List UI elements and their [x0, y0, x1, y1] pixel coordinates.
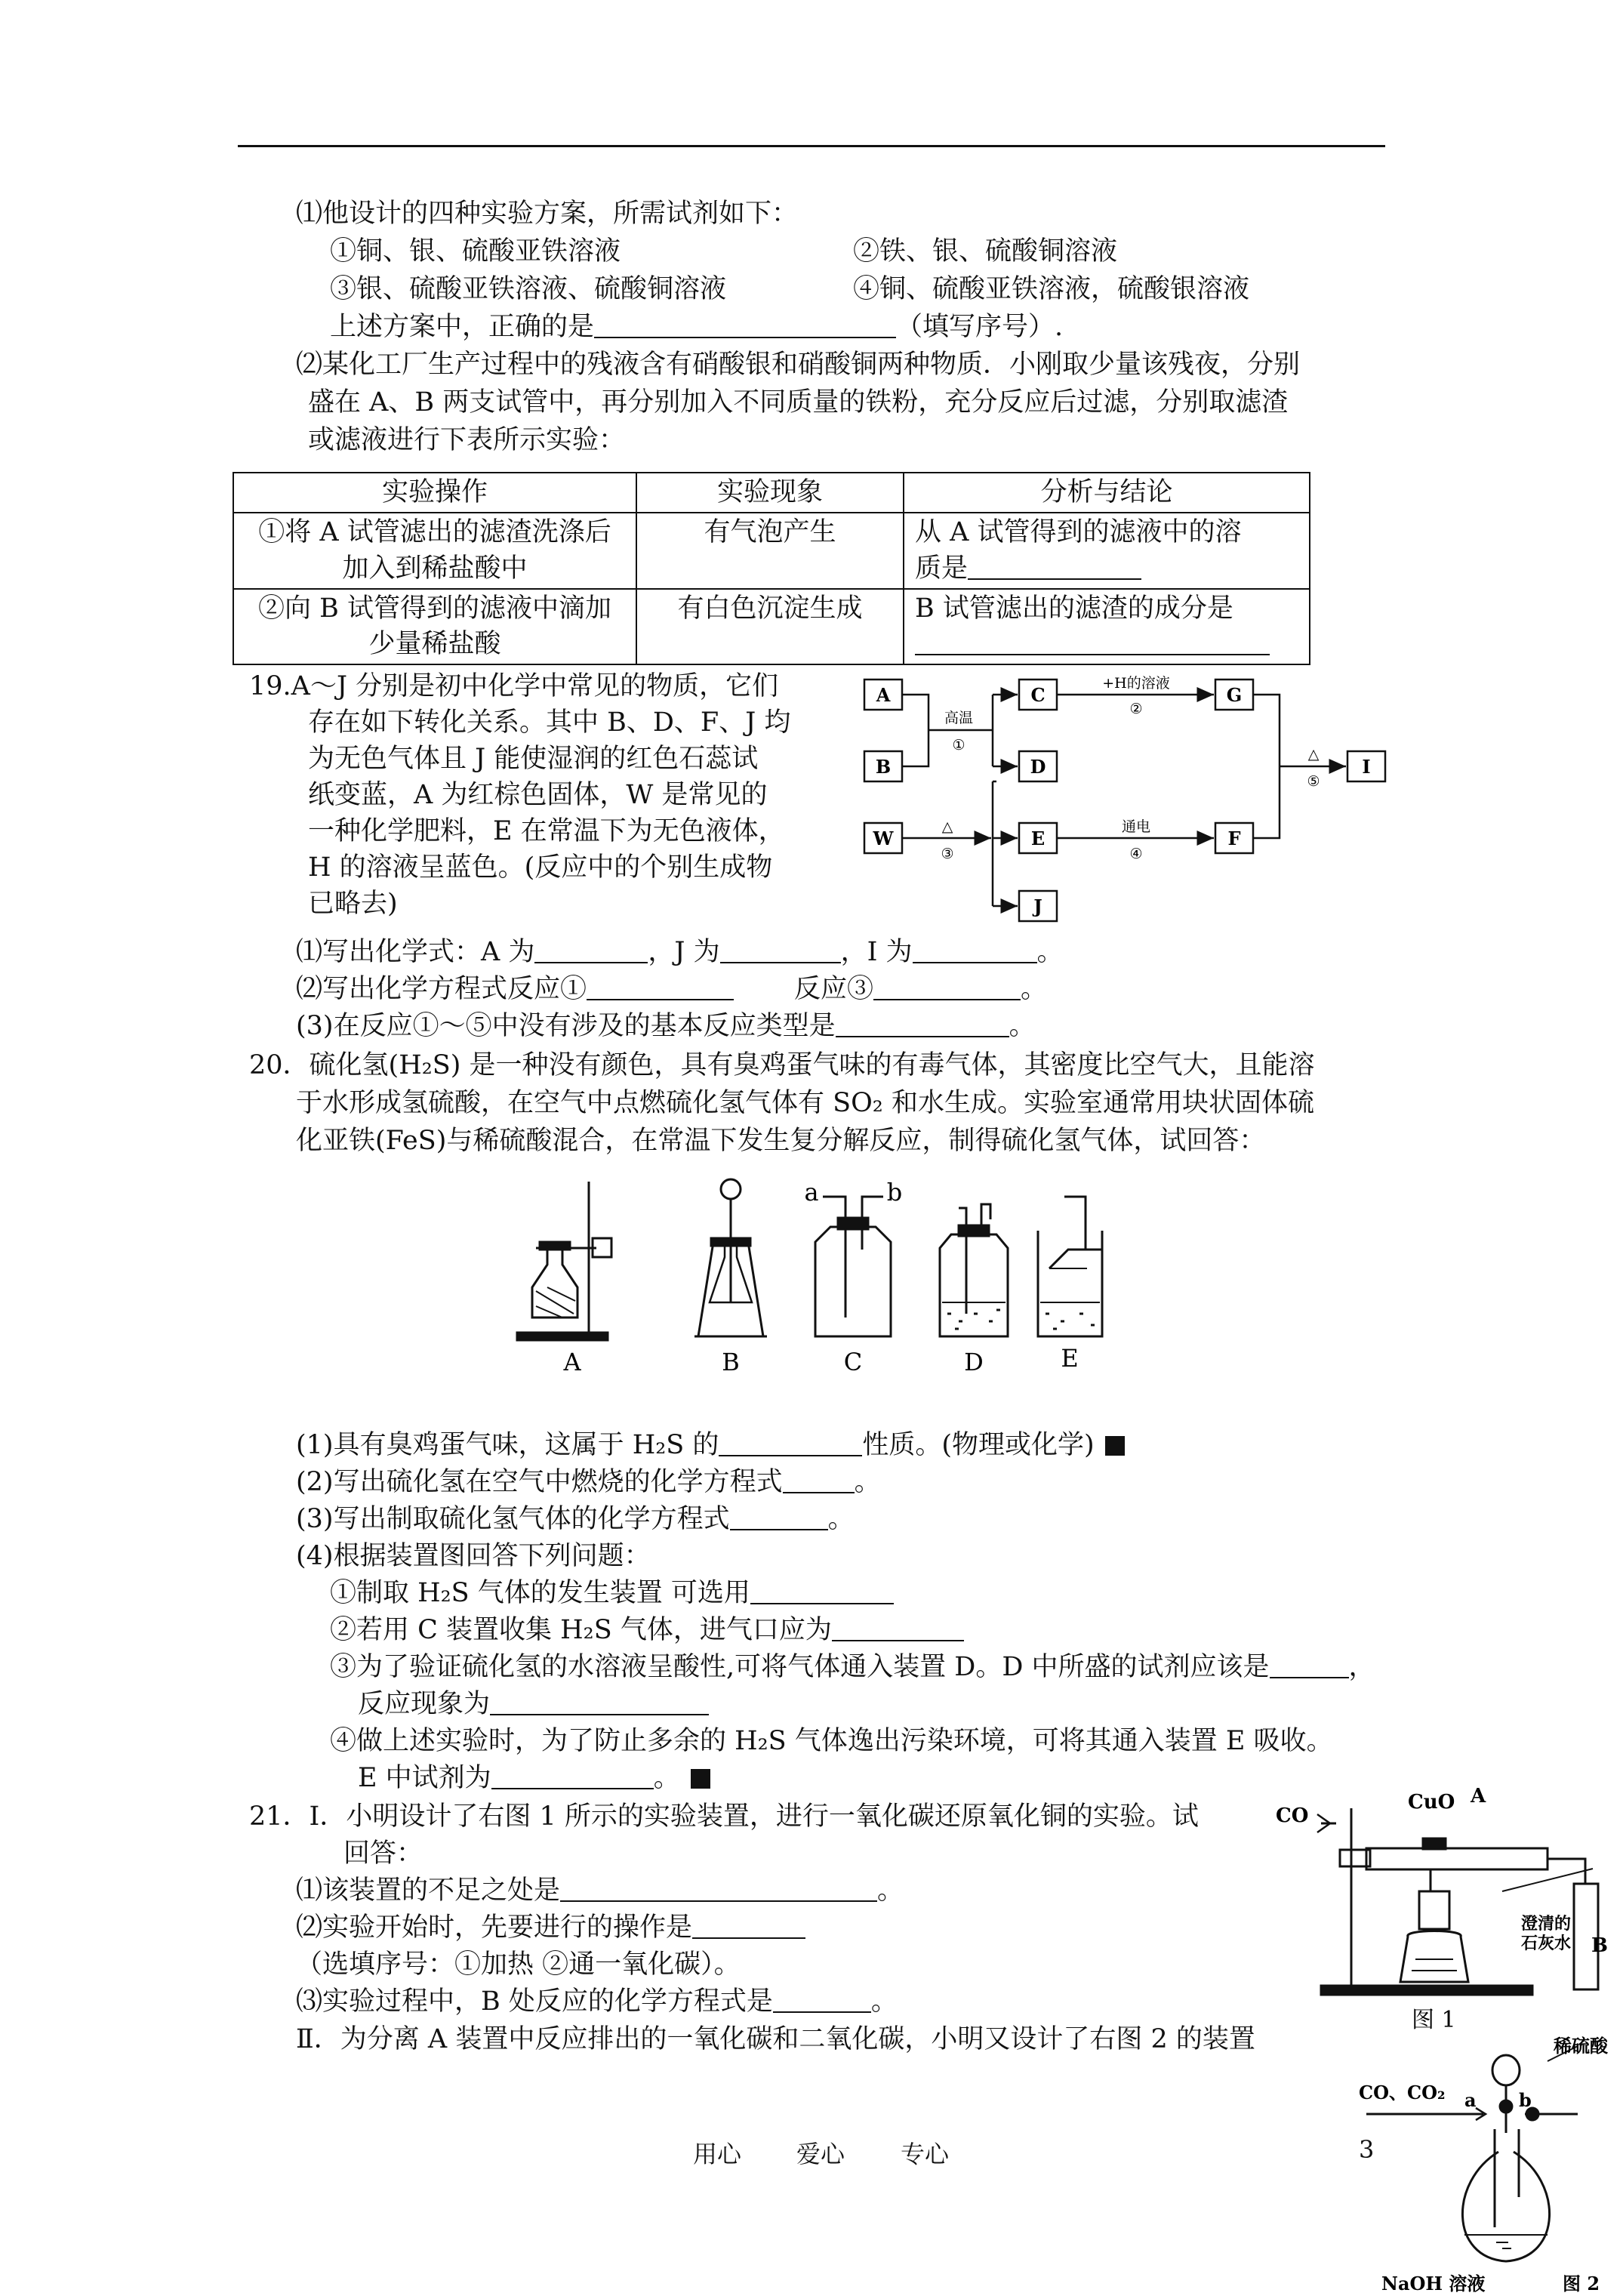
q19-line: 19.A～J 分别是初中化学中常见的物质，它们 — [249, 671, 779, 701]
fig1-b-label: B — [1591, 1934, 1608, 1957]
q19-line: 存在如下转化关系。其中 B、D、F、J 均 — [308, 707, 791, 738]
fig1-limewater-2: 石灰水 — [1521, 1934, 1572, 1953]
q19-sub2-a: ⑵写出化学方程式反应① — [296, 974, 587, 1004]
q18-p2-line3: 或滤液进行下表所示实验： — [308, 425, 626, 455]
q20-s4-2 — [330, 1614, 964, 1647]
q18-correct-post: （填写序号）. — [896, 312, 1064, 342]
q18-correct-line — [330, 311, 1063, 344]
row1-op2: 加入到稀盐酸中 — [342, 553, 528, 584]
node-g: G — [1226, 684, 1243, 706]
q20-s4-3 — [330, 1651, 1375, 1684]
q20-blank-s4-4b[interactable] — [491, 1765, 654, 1789]
q19-blank-type[interactable] — [836, 1013, 1009, 1037]
q19-sub1-j: ，J 为 — [648, 937, 720, 967]
fig1-cuo-label: CuO — [1408, 1791, 1455, 1814]
row1-concl2: 质是 — [915, 553, 969, 584]
q21-blank-s2[interactable] — [692, 1915, 805, 1939]
label-delta5: △ — [1307, 746, 1320, 763]
q20-s3-text: (3)写出制取硫化氢气体的化学方程式 — [296, 1504, 730, 1534]
fig1-limewater-1: 澄清的 — [1521, 1914, 1572, 1934]
q19-sub3-end: 。 — [1009, 1011, 1036, 1041]
q20-s4-4b-end: 。 — [653, 1763, 680, 1793]
table-header: 分析与结论 — [904, 473, 1310, 513]
q21-s2 — [296, 1912, 805, 1945]
table-header: 实验现象 — [636, 473, 904, 513]
fig2-a-label: a — [1464, 2089, 1477, 2111]
q19-line: 为无色气体且 J 能使湿润的红色石蕊试 — [308, 744, 759, 774]
table-header: 实验操作 — [233, 473, 636, 513]
tube-label-b: b — [886, 1178, 903, 1207]
row2-answer-blank[interactable] — [915, 631, 1270, 655]
q21-line2: 回答： — [343, 1838, 423, 1869]
q20-s3 — [296, 1503, 855, 1536]
q21-s3-text: ⑶实验过程中，B 处反应的化学方程式是 — [296, 1986, 773, 2017]
fig1-a-label: A — [1471, 1785, 1486, 1808]
apparatus-label-d: D — [964, 1348, 984, 1376]
label-r1: ① — [952, 737, 965, 754]
square-mark — [1105, 1436, 1125, 1456]
apparatus-figure — [506, 1166, 1110, 1385]
node-d: D — [1030, 756, 1046, 778]
q20-blank-s3[interactable] — [730, 1506, 828, 1530]
table-row — [233, 589, 1310, 665]
q19-sub1-end: 。 — [1036, 937, 1064, 967]
label-r5: ⑤ — [1307, 773, 1320, 790]
apparatus-b — [694, 1179, 767, 1336]
label-gaowen: 高温 — [944, 710, 974, 726]
conversion-diagram — [857, 668, 1400, 932]
node-c: C — [1030, 684, 1046, 706]
table-row — [233, 513, 1310, 589]
q20-s1 — [296, 1429, 1125, 1462]
square-mark — [691, 1769, 710, 1789]
q19-blank-r1[interactable] — [587, 976, 734, 1000]
apparatus-a — [517, 1182, 611, 1340]
row1-answer-blank[interactable] — [968, 556, 1141, 580]
q18-p2-line2: 盛在 A、B 两支试管中，再分别加入不同质量的铁粉，充分反应后过滤，分别取滤渣 — [308, 387, 1289, 418]
apparatus-d — [940, 1204, 1008, 1336]
q21-s1-text: ⑴该装置的不足之处是 — [296, 1875, 561, 1906]
row1-op1: ①将 A 试管滤出的滤渣洗涤后 — [258, 517, 611, 548]
q21-s1-end: 。 — [877, 1875, 904, 1906]
row1-concl1: 从 A 试管得到的滤液中的溶 — [915, 517, 1242, 548]
fig2-gas-label: CO、CO₂ — [1359, 2082, 1446, 2103]
q20-s4: (4)根据装置图回答下列问题： — [296, 1541, 651, 1571]
q18-option-2: ②铁、银、硫酸铜溶液 — [853, 236, 1118, 267]
q19-blank-r3[interactable] — [873, 976, 1021, 1000]
q21-s3-end: 。 — [870, 1986, 898, 2017]
q20-s2 — [296, 1466, 881, 1499]
apparatus-label-b: B — [722, 1348, 740, 1376]
fig1-caption: 图 1 — [1412, 2007, 1456, 2033]
footer-word-1: 用心 — [693, 2140, 742, 2168]
node-a: A — [876, 684, 891, 706]
q20-s1-end: 性质。(物理或化学) — [862, 1430, 1095, 1460]
q20-s4-4: ④做上述实验时，为了防止多余的 H₂S 气体逸出污染环境，可将其通入装置 E 吸收。 — [330, 1726, 1333, 1756]
row2-op2: 少量稀盐酸 — [368, 629, 501, 659]
q19-line: 纸变蓝，A 为红棕色固体，W 是常见的 — [308, 780, 768, 810]
fig2-b-label: b — [1519, 2089, 1532, 2111]
q19-line: 一种化学肥料，E 在常温下为无色液体， — [308, 816, 785, 846]
fig1-co-label: CO — [1276, 1804, 1309, 1827]
table-header-row — [233, 473, 1310, 513]
row2-op1: ②向 B 试管得到的滤液中滴加 — [258, 593, 611, 624]
apparatus-label-e: E — [1061, 1344, 1079, 1373]
q21-s3 — [296, 1986, 898, 2019]
apparatus-e — [1038, 1197, 1102, 1336]
table-cell-phenomenon: 有白色沉淀生成 — [636, 589, 904, 665]
q20-line1: 20．硫化氢(H₂S) 是一种没有颜色，具有臭鸡蛋气味的有毒气体，其密度比空气大，且能溶 — [249, 1050, 1315, 1080]
q19-sub3 — [296, 1010, 1036, 1043]
q20-s2-text: (2)写出硫化氢在空气中燃烧的化学方程式 — [296, 1467, 783, 1497]
q19-sub1-i: ，I 为 — [840, 937, 913, 967]
label-r4: ④ — [1129, 846, 1143, 862]
q19-sub2 — [296, 973, 1047, 1006]
q19-sub3-text: (3)在反应①～⑤中没有涉及的基本反应类型是 — [296, 1011, 836, 1041]
header-rule — [238, 145, 1385, 147]
table-cell-operation — [233, 589, 636, 665]
fig2-acid-label: 稀硫酸 — [1554, 2035, 1608, 2057]
q20-s4-3b — [358, 1688, 709, 1721]
apparatus-label-c: C — [843, 1348, 863, 1376]
node-i: I — [1362, 756, 1371, 778]
label-delta3: △ — [941, 818, 953, 835]
q18-option-3: ③银、硫酸亚铁溶液、硫酸铜溶液 — [330, 274, 727, 304]
q20-s4-3-text: ③为了验证硫化氢的水溶液呈酸性,可将气体通入装置 D。D 中所盛的试剂应该是 — [330, 1652, 1270, 1682]
row2-concl1: B 试管滤出的滤渣的成分是 — [915, 593, 1233, 624]
q21-s4: Ⅱ．为分离 A 装置中反应排出的一氧化碳和二氧化碳，小明又设计了右图 2 的装置 — [296, 2024, 1255, 2054]
q18-option-1: ①铜、银、硫酸亚铁溶液 — [330, 236, 621, 267]
q19-blank-a[interactable] — [534, 939, 648, 963]
apparatus-c — [815, 1197, 891, 1336]
q20-s4-3-end: ， — [1348, 1652, 1375, 1682]
q20-s4-1-text: ①制取 H₂S 气体的发生装置 可选用 — [330, 1578, 750, 1608]
node-f: F — [1227, 827, 1241, 849]
q20-s4-4b-text: E 中试剂为 — [358, 1763, 491, 1793]
q19-sub2-end: 。 — [1021, 974, 1048, 1004]
q20-s1-text: (1)具有臭鸡蛋气味，这属于 H₂S 的 — [296, 1430, 719, 1460]
q21-s2-text: ⑵实验开始时，先要进行的操作是 — [296, 1912, 693, 1943]
q21-blank-s3[interactable] — [773, 1989, 871, 2013]
q20-s3-end: 。 — [827, 1504, 855, 1534]
table-cell-operation — [233, 513, 636, 589]
fig2-naoh-label: NaOH 溶液 — [1381, 2273, 1486, 2294]
experiment-table — [233, 472, 1310, 665]
q20-blank-s4-3[interactable] — [1270, 1654, 1349, 1678]
q20-blank-s2[interactable] — [783, 1469, 855, 1493]
q18-p1-intro: ⑴他设计的四种实验方案，所需试剂如下： — [296, 199, 799, 229]
q18-answer-blank[interactable] — [594, 314, 896, 338]
node-w: W — [873, 827, 894, 849]
label-r2: ② — [1129, 701, 1143, 717]
q21-s2b: （选填序号：①加热 ②通一氧化碳）。 — [296, 1949, 741, 1980]
q19-blank-j[interactable] — [720, 939, 841, 963]
q19-blank-i[interactable] — [913, 939, 1037, 963]
label-r3: ③ — [941, 846, 954, 862]
tube-label-a: a — [804, 1178, 819, 1207]
q18-p2-line1: ⑵某化工厂生产过程中的残液含有硝酸银和硝酸铜两种物质．小刚取少量该残夜，分别 — [296, 350, 1301, 380]
q18-option-4: ④铜、硫酸亚铁溶液，硫酸银溶液 — [853, 274, 1250, 304]
q21-blank-s1[interactable] — [560, 1878, 877, 1902]
q21-s1 — [296, 1875, 904, 1908]
figure-2-separation-apparatus — [1351, 2031, 1623, 2296]
page-number: 3 — [1359, 2135, 1375, 2164]
figure-1-co-apparatus — [1276, 1778, 1619, 2035]
q19-line: H 的溶液呈蓝色。(反应中的个别生成物 — [308, 852, 773, 883]
q20-s2-end: 。 — [854, 1467, 881, 1497]
q20-blank-s4-2[interactable] — [832, 1617, 964, 1641]
footer-word-2: 爱心 — [796, 2140, 845, 2168]
q19-sub2-b: 反应③ — [794, 974, 874, 1004]
q19-sub1 — [296, 936, 1064, 969]
q20-s4-3b-text: 反应现象为 — [358, 1689, 491, 1719]
q19-line: 已略去) — [308, 889, 398, 919]
node-e: E — [1030, 827, 1046, 849]
q20-s4-1 — [330, 1577, 894, 1610]
table-cell-conclusion — [904, 589, 1310, 665]
q20-blank-s4-1[interactable] — [750, 1580, 894, 1604]
label-tongdian: 通电 — [1121, 818, 1151, 835]
q20-s4-4b — [358, 1762, 710, 1795]
q20-blank-s1[interactable] — [719, 1432, 862, 1456]
apparatus-label-a: A — [563, 1348, 581, 1376]
table-cell-phenomenon: 有气泡产生 — [636, 513, 904, 589]
node-b: B — [875, 756, 892, 778]
q20-s4-2-text: ②若用 C 装置收集 H₂S 气体，进气口应为 — [330, 1615, 832, 1645]
q19-sub1-a: ⑴写出化学式：A 为 — [296, 937, 535, 967]
q18-correct-pre: 上述方案中，正确的是 — [330, 312, 595, 342]
label-h-solution: +H的溶液 — [1102, 675, 1170, 692]
node-j: J — [1033, 895, 1042, 917]
table-cell-conclusion — [904, 513, 1310, 589]
q20-line3: 化亚铁(FeS)与稀硫酸混合，在常温下发生复分解反应，制得硫化氢气体，试回答： — [296, 1126, 1266, 1156]
fig2-caption: 图 2 — [1563, 2273, 1600, 2294]
q21-line1: 21．Ⅰ．小明设计了右图 1 所示的实验装置，进行一氧化碳还原氧化铜的实验。试 — [249, 1801, 1199, 1832]
footer-word-3: 专心 — [901, 2140, 950, 2168]
q20-blank-s4-3b[interactable] — [490, 1691, 709, 1715]
q20-line2: 于水形成氢硫酸，在空气中点燃硫化氢气体有 SO₂ 和水生成。实验室通常用块状固体硫 — [296, 1088, 1314, 1118]
